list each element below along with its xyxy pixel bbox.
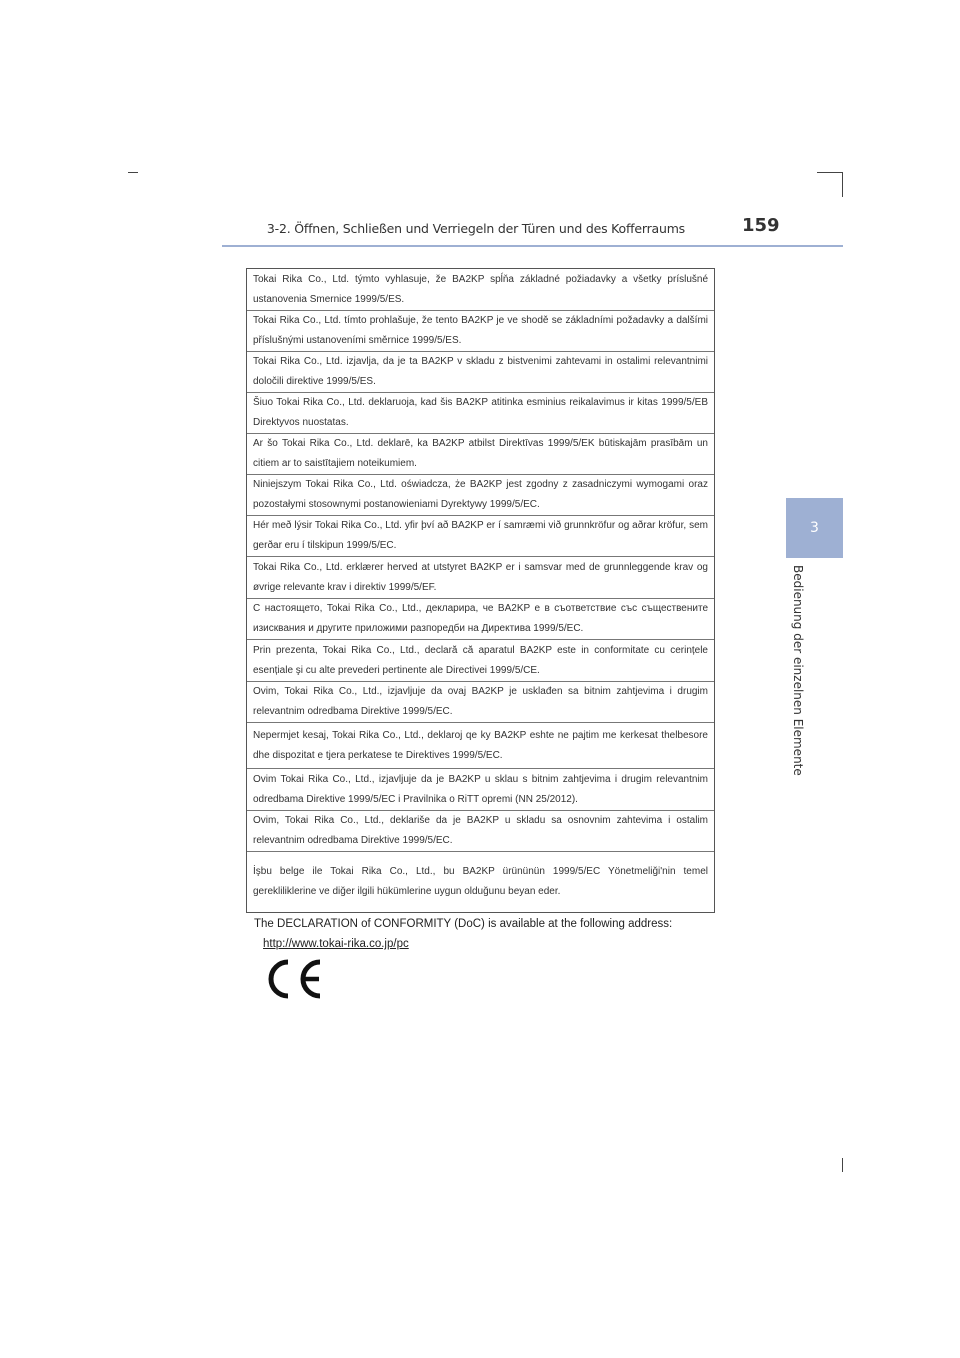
declaration-text: Tokai Rika Co., Ltd. týmto vyhlasuje, že BA2KP spĺňa základné požiadavky a všetky príslušné ustanovenia Smernice 1999/5/ES. (253, 273, 708, 305)
declaration-text: Nepermjet kesaj, Tokai Rika Co., Ltd., deklaroj qe ky BA2KP eshte ne pajtim me kerkesat thelbesore dhe dispozitat e tjera perkatese te Direktives 1999/5/EC. (253, 729, 708, 761)
declaration-row (247, 811, 714, 852)
crop-mark-top-right-h (817, 172, 842, 173)
declaration-row (247, 557, 714, 599)
doc-note: The DECLARATION of CONFORMITY (DoC) is available at the following address: (254, 918, 673, 930)
declaration-row (247, 723, 714, 769)
declaration-text: Hér með lýsir Tokai Rika Co., Ltd. yfir því að BA2KP er í samræmi við grunnkröfur og aðrar kröfur, sem gerðar eru í tilskipun 1999/5/EC. (253, 520, 708, 551)
declaration-text: Niniejszym Tokai Rika Co., Ltd. oświadcza, że BA2KP jest zgodny z zasadniczymi wymogami oraz pozostałymi stosownymi postanowieniami Dyrektywy 1999/5/EC. (253, 479, 708, 510)
declaration-text: С настоящето, Tokai Rika Co., Ltd., декларира, че BA2KP е в съответствие със съществените изисквания и другите приложими разпоредби на Директива 1999/5/ЕС. (253, 603, 708, 634)
declaration-row (247, 311, 714, 352)
declaration-row (247, 516, 714, 557)
declaration-row (247, 682, 714, 723)
declaration-row (247, 769, 714, 811)
declaration-table (246, 268, 715, 913)
declaration-text: Ovim Tokai Rika Co., Ltd., izjavljuje da je BA2KP u sklau s bitnim zahtjevima i drugim relevantnim odredbama Direktive 1999/5/EC i Pravilnika o RiTT opremi (NN 25/2012). (253, 773, 708, 805)
section-title: 3-2. Öffnen, Schließen und Verriegeln der Türen und des Kofferraums (266, 221, 685, 236)
chapter-tab (786, 498, 843, 558)
header-rule (222, 245, 843, 247)
page-number: 159 (742, 215, 780, 236)
declaration-text: Prin prezenta, Tokai Rika Co., Ltd., declară că aparatul BA2KP este in conformitate cu cerințele esențiale şi cu alte prevederi pertinente ale Directivei 1999/5/CE. (253, 644, 708, 676)
declaration-row (247, 434, 714, 475)
declaration-text: Tokai Rika Co., Ltd. erklærer herved at utstyret BA2KP er i samsvar med de grunnleggende krav og øvrige relevante krav i direktiv 1999/5/EF. (253, 561, 708, 593)
crop-mark-top-right-v (842, 172, 843, 197)
chapter-title: Bedienung der einzelnen Elemente (791, 565, 805, 776)
declaration-row (247, 352, 714, 393)
declaration-text: İşbu belge ile Tokai Rika Co., Ltd., bu BA2KP ürününün 1999/5/EC Yönetmeliği'nin temel gerekliliklerine ve diğer ilgili hükümlerine uygun olduğunu beyan eder. (253, 866, 708, 897)
declaration-text: Šiuo Tokai Rika Co., Ltd. deklaruoja, kad šis BA2KP atitinka esminius reikalavimus ir kitas 1999/5/EB Direktyvos nuostatas. (253, 397, 708, 428)
declaration-row (247, 269, 714, 311)
doc-url-link[interactable]: http://www.tokai-rika.co.jp/pc (263, 938, 409, 950)
declaration-row (247, 640, 714, 682)
declaration-row (247, 599, 714, 640)
declaration-text: Tokai Rika Co., Ltd. tímto prohlašuje, že tento BA2KP je ve shodě se základními požadavky a dalšími příslušnými ustanoveními směrnice 1999/5/ES. (253, 315, 708, 346)
declaration-text: Ovim, Tokai Rika Co., Ltd., izjavljuje da ovaj BA2KP je usklađen sa bitnim zahtjevima i drugim relevantnim odredbama Direktive 1999/5/EC. (253, 686, 708, 717)
declaration-row (247, 393, 714, 434)
declaration-row (247, 475, 714, 516)
ce-mark-icon (266, 958, 326, 1000)
declaration-text: Ar šo Tokai Rika Co., Ltd. deklarē, ka BA2KP atbilst Direktīvas 1999/5/EK būtiskajām prasībām un citiem ar to saistītajiem noteikumiem. (253, 438, 708, 469)
declaration-text: Tokai Rika Co., Ltd. izjavlja, da je ta BA2KP v skladu z bistvenimi zahtevami in ostalimi relevantnimi določili direktive 1999/5/ES. (253, 356, 708, 387)
chapter-number: 3 (810, 520, 819, 536)
declaration-text: Ovim, Tokai Rika Co., Ltd., deklariše da je BA2KP u skladu sa osnovnim zahtevima i ostalim relevantnim odredbama Direktive 1999/5/EC. (253, 815, 708, 846)
crop-mark-top-left (128, 172, 138, 173)
crop-mark-bottom-right (842, 1158, 843, 1172)
declaration-row (247, 852, 714, 912)
